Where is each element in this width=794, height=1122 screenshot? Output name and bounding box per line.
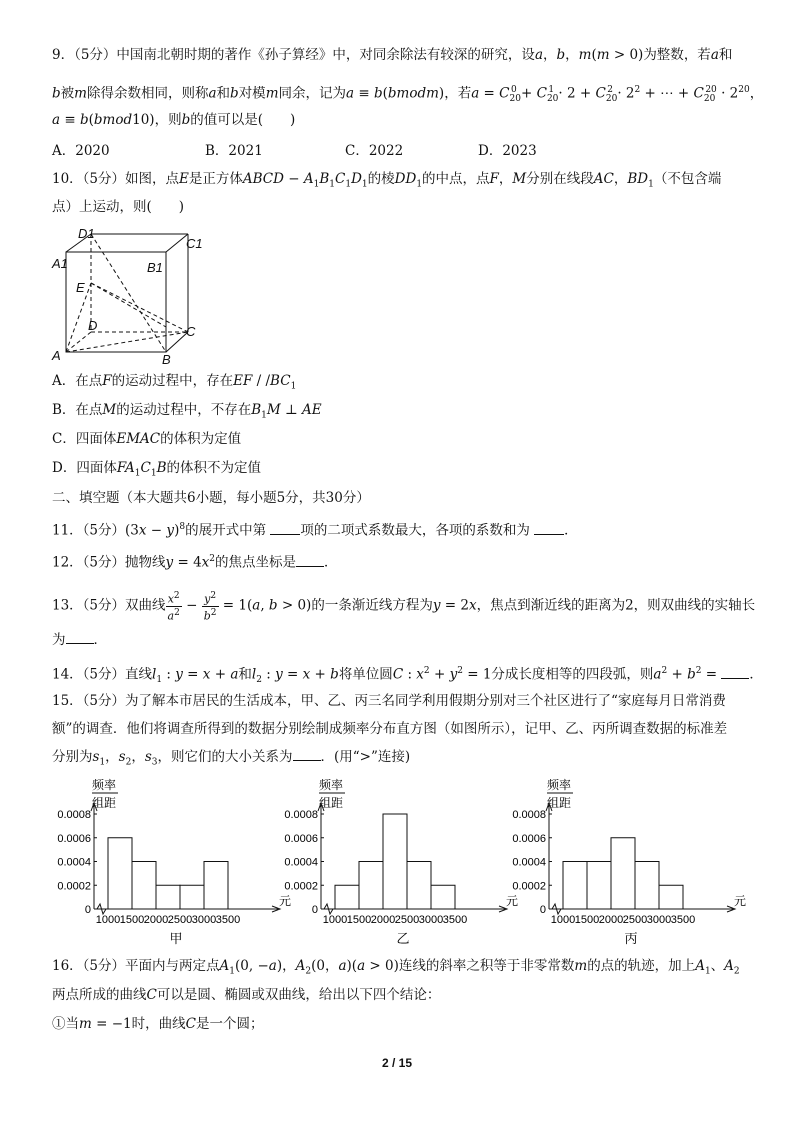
answer-blank[interactable] — [66, 629, 94, 644]
bar — [156, 885, 180, 909]
y-tick-label: 0 — [539, 904, 546, 916]
bar — [659, 885, 683, 909]
y-tick-label: 0 — [311, 904, 318, 916]
bar — [611, 838, 635, 909]
q12: 12．（5分）抛物线$y = 4x^2$的焦点坐标是 ． — [52, 549, 338, 573]
cube-label-a: A — [52, 348, 61, 363]
q10-text: ， — [613, 171, 628, 187]
cube-label-d1: D1 — [78, 226, 95, 241]
chart-title: 丙 — [624, 931, 638, 946]
q10-line-1: 10．（5分）如图，点E是正方体ABCD − $A_1B_1C_1D_1$的棱$DD_1$的中点，点F，M分别在线段AC，$BD_1$（不包含端 — [52, 171, 722, 190]
q16-line-2: 两点所成的曲线C可以是圆、椭圆或双曲线，给出以下四个结论： — [52, 987, 441, 1003]
cube-label-b: B — [162, 352, 171, 367]
y-tick-label: 0.0002 — [284, 880, 318, 893]
q10-option-a: A．在点F的运动过程中，存在EF / $/BC_1$ — [52, 373, 297, 392]
q15-line-1: 15．（5分）为了解本市居民的生活成本，甲、乙、丙三名同学利用假期分别对三个社区进行了“家庭每月日常消费 — [52, 693, 726, 709]
y-label-top: 频率 — [92, 778, 117, 792]
q10-text: 10．（5分）如图，点 — [52, 171, 180, 187]
x-tick-label: 2000 — [370, 914, 396, 926]
y-label-bottom: 组距 — [319, 796, 344, 810]
q9-option-b: B．2021 — [205, 143, 263, 159]
y-tick-label: 0.0002 — [57, 880, 91, 893]
bar — [407, 862, 431, 910]
x-axis-label: 元 — [734, 894, 747, 908]
q10-option-c: C．四面体EMAC的体积为定值 — [52, 431, 242, 447]
y-tick-label: 0.0004 — [284, 856, 318, 869]
x-tick-label: 3500 — [670, 914, 696, 926]
bar — [108, 838, 132, 909]
q13-line-2: 为 ． — [52, 629, 107, 650]
x-axis-label: 元 — [506, 894, 519, 908]
q9-line-2: b被m除得余数相同，则称a和b对模m同余，记为a ≡ b(bmodm)，若$a = C_{20}^0 + C_{20}^1 \cdot 2 + C_{20}^2 \cdot 2^2$ + ⋯ + $C_{20}^{20} \cdot 2^{20}$， — [52, 85, 764, 105]
cube-label-d: D — [88, 318, 98, 333]
q9-text: 的值可以是( ) — [190, 112, 296, 128]
cube-label-b1: B1 — [147, 260, 163, 275]
x-tick-label: 3500 — [215, 914, 241, 926]
bar — [635, 862, 659, 910]
q10-text: 是正方体 — [188, 171, 243, 187]
bar — [204, 862, 228, 910]
x-tick-label: 3500 — [442, 914, 468, 926]
bar — [359, 862, 383, 910]
cube-label-c1: C1 — [186, 236, 203, 251]
q9-text: 对模 — [238, 85, 266, 102]
y-label-bottom: 组距 — [547, 796, 572, 810]
q10-text: ， — [498, 171, 513, 187]
q9-text: 9．（5分）中国南北朝时期的著作《孙子算经》中，对同余除法有较深的研究，设 — [52, 47, 535, 63]
bar — [180, 885, 204, 909]
q16-line-1: 16．（5分）平面内与两定点$A_1(0$, −a)，$A_2(0$，a)(a > 0)连线的斜率之积等于非零常数m的点的轨迹，加上$A_1$、$A_2$ — [52, 958, 740, 977]
cube-label-a1: A1 — [52, 256, 68, 271]
q9-option-c: C．2022 — [345, 143, 404, 159]
y-label-top: 频率 — [547, 778, 572, 792]
q9-text: 和 — [216, 85, 231, 102]
x-tick-label: 2500 — [622, 914, 648, 926]
cube-label-e: E — [76, 280, 85, 295]
q13-line-1: 13．（5分）双曲线 $\frac{x^2}{a^2}$ − $\frac{y^2}{b^2}$ = 1(a, b > 0)的一条渐近线方程为y = 2x，焦点到渐近线的距离为2，则双曲线的实轴长 — [52, 591, 756, 623]
bar — [335, 885, 359, 909]
q10-line-2: 点）上运动，则( ) — [52, 199, 185, 215]
q10-option-d: D．四面体$FA_1C_1B$的体积不为定值 — [52, 460, 262, 479]
x-tick-label: 3000 — [418, 914, 444, 926]
q16-line-3: ①当m = −1时，曲线C是一个圆； — [52, 1016, 264, 1032]
q10-text: 的中点，点 — [422, 171, 490, 187]
chart-title: 甲 — [169, 931, 183, 946]
x-tick-label: 3000 — [191, 914, 217, 926]
y-tick-label: 0.0008 — [512, 809, 546, 821]
x-tick-label: 1000 — [95, 914, 121, 926]
y-tick-label: 0.0004 — [57, 856, 91, 869]
y-label-bottom: 组距 — [92, 796, 117, 810]
x-axis-label: 元 — [279, 894, 292, 908]
y-tick-label: 0.0002 — [512, 880, 546, 893]
y-tick-label: 0.0008 — [284, 809, 318, 821]
answer-blank[interactable] — [293, 746, 321, 761]
chart-title: 乙 — [396, 931, 410, 946]
q14: 14．（5分）直线$l_1$ : y = x + a和$l_2$ : y = x + b将单位圆C : $x^2 + y^2 = 1$分成长度相等的四段弧，则$a^2 + b^2$ = ． — [52, 661, 763, 690]
q9-line-3: a ≡ b(bmod10)，则b的值可以是( ) — [52, 112, 296, 128]
answer-blank[interactable] — [270, 520, 300, 535]
answer-blank[interactable] — [721, 664, 749, 679]
q10-option-b: B．在点M的运动过程中，不存在$B_1M$ ⊥ AE — [52, 402, 322, 421]
bar — [383, 814, 407, 909]
x-tick-label: 2000 — [598, 914, 624, 926]
q9-option-a: A．2020 — [52, 143, 110, 159]
q9-option-d: D．2023 — [478, 143, 537, 159]
x-tick-label: 1000 — [322, 914, 348, 926]
histogram-2 — [277, 775, 522, 950]
x-tick-label: 3000 — [646, 914, 672, 926]
x-tick-label: 1000 — [550, 914, 576, 926]
x-tick-label: 1500 — [346, 914, 372, 926]
bar — [431, 885, 455, 909]
x-tick-label: 2500 — [394, 914, 420, 926]
q9-text: ，若 — [444, 85, 472, 102]
cube-label-c: C — [186, 324, 196, 339]
y-tick-label: 0 — [84, 904, 91, 916]
y-tick-label: 0.0008 — [57, 809, 91, 821]
page-number: 2 / 15 — [381, 1056, 413, 1070]
histogram-1 — [50, 775, 295, 950]
q9-text: ，若 — [683, 47, 711, 63]
q9-text: 同余，记为 — [278, 85, 346, 102]
q9-text: 除得余数相同，则称 — [86, 85, 209, 102]
q9-line-1: 9．（5分）中国南北朝时期的著作《孙子算经》中，对同余除法有较深的研究，设a，b，m(m > 0)为整数，若a和 — [52, 47, 733, 63]
y-tick-label: 0.0006 — [57, 832, 91, 845]
cube-figure — [46, 222, 206, 372]
q15-line-3: 分别为$s_1$，$s_2$，$s_3$，则它们的大小关系为 ．(用“>”连接) — [52, 746, 410, 773]
q9-text: 被 — [60, 85, 75, 102]
y-tick-label: 0.0006 — [284, 832, 318, 845]
answer-blank[interactable] — [534, 520, 564, 535]
y-tick-label: 0.0006 — [512, 832, 546, 845]
q10-text: 的棱 — [367, 171, 395, 187]
section-heading: 二、填空题（本大题共6小题，每小题5分，共30分） — [52, 490, 370, 506]
q15-line-2: 额”的调查．他们将调查所得到的数据分别绘制成频率分布直方图（如图所示），记甲、乙、丙所调查数据的标准差 — [52, 721, 728, 737]
y-tick-label: 0.0004 — [512, 856, 546, 869]
q9-text: 和 — [718, 47, 733, 63]
x-tick-label: 2500 — [167, 914, 193, 926]
q10-text: 分别在线段 — [526, 171, 594, 187]
q9-text: ，则 — [154, 112, 182, 128]
x-tick-label: 1500 — [574, 914, 600, 926]
x-tick-label: 2000 — [143, 914, 169, 926]
bar — [587, 862, 611, 910]
bar — [132, 862, 156, 910]
histogram-3 — [505, 775, 750, 950]
q11: 11．（5分）$(3x - y)^8$的展开式中第 项的二项式系数最大，各项的系数和为 ． — [52, 517, 578, 541]
y-label-top: 频率 — [319, 778, 344, 792]
q10-text: （不包含端 — [653, 171, 722, 187]
answer-blank[interactable] — [296, 552, 324, 567]
x-tick-label: 1500 — [119, 914, 145, 926]
bar — [563, 862, 587, 910]
